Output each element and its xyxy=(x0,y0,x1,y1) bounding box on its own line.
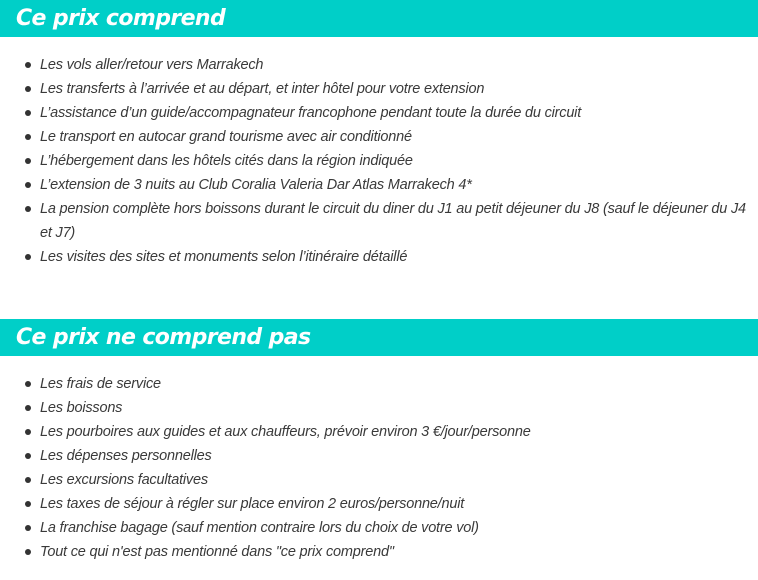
list-item: L’extension de 3 nuits au Club Coralia Valeria Dar Atlas Marrakech 4* xyxy=(0,173,758,197)
bullet-icon xyxy=(25,182,31,188)
bullet-icon xyxy=(25,134,31,140)
bullet-icon xyxy=(25,254,31,260)
list-item: Les vols aller/retour vers Marrakech xyxy=(0,53,758,77)
included-list xyxy=(0,53,758,269)
list-item: Les taxes de séjour à régler sur place environ 2 euros/personne/nuit xyxy=(0,492,758,516)
list-item: Les dépenses personnelles xyxy=(0,444,758,468)
bullet-icon xyxy=(25,525,31,531)
bullet-icon xyxy=(25,453,31,459)
bullet-icon xyxy=(25,158,31,164)
bullet-icon xyxy=(25,429,31,435)
list-item: Tout ce qui n'est pas mentionné dans "ce prix comprend" xyxy=(0,540,758,564)
list-item: L’hébergement dans les hôtels cités dans la région indiquée xyxy=(0,149,758,173)
list-item: Le transport en autocar grand tourisme avec air conditionné xyxy=(0,125,758,149)
list-item: Les frais de service xyxy=(0,372,758,396)
bullet-icon xyxy=(25,110,31,116)
bullet-icon xyxy=(25,381,31,387)
list-item: Les pourboires aux guides et aux chauffeurs, prévoir environ 3 €/jour/personne xyxy=(0,420,758,444)
list-item: L’assistance d’un guide/accompagnateur francophone pendant toute la durée du circuit xyxy=(0,101,758,125)
bullet-icon xyxy=(25,477,31,483)
bullet-icon xyxy=(25,501,31,507)
bullet-icon xyxy=(25,86,31,92)
list-item: La franchise bagage (sauf mention contraire lors du choix de votre vol) xyxy=(0,516,758,540)
not-included-list xyxy=(0,372,758,564)
bullet-icon xyxy=(25,62,31,68)
bullet-icon xyxy=(25,405,31,411)
list-item: Les boissons xyxy=(0,396,758,420)
bullet-icon xyxy=(25,206,31,212)
list-item: Les visites des sites et monuments selon l’itinéraire détaillé xyxy=(0,245,758,269)
list-item: Les excursions facultatives xyxy=(0,468,758,492)
bullet-icon xyxy=(25,549,31,555)
list-item: Les transferts à l’arrivée et au départ, et inter hôtel pour votre extension xyxy=(0,77,758,101)
section-title-included: Ce prix comprend xyxy=(0,0,758,37)
section-title-not-included: Ce prix ne comprend pas xyxy=(0,319,758,356)
list-item: La pension complète hors boissons durant le circuit du diner du J1 au petit déjeuner du J8 (sauf le déjeuner du J4 et J7) xyxy=(0,197,758,245)
